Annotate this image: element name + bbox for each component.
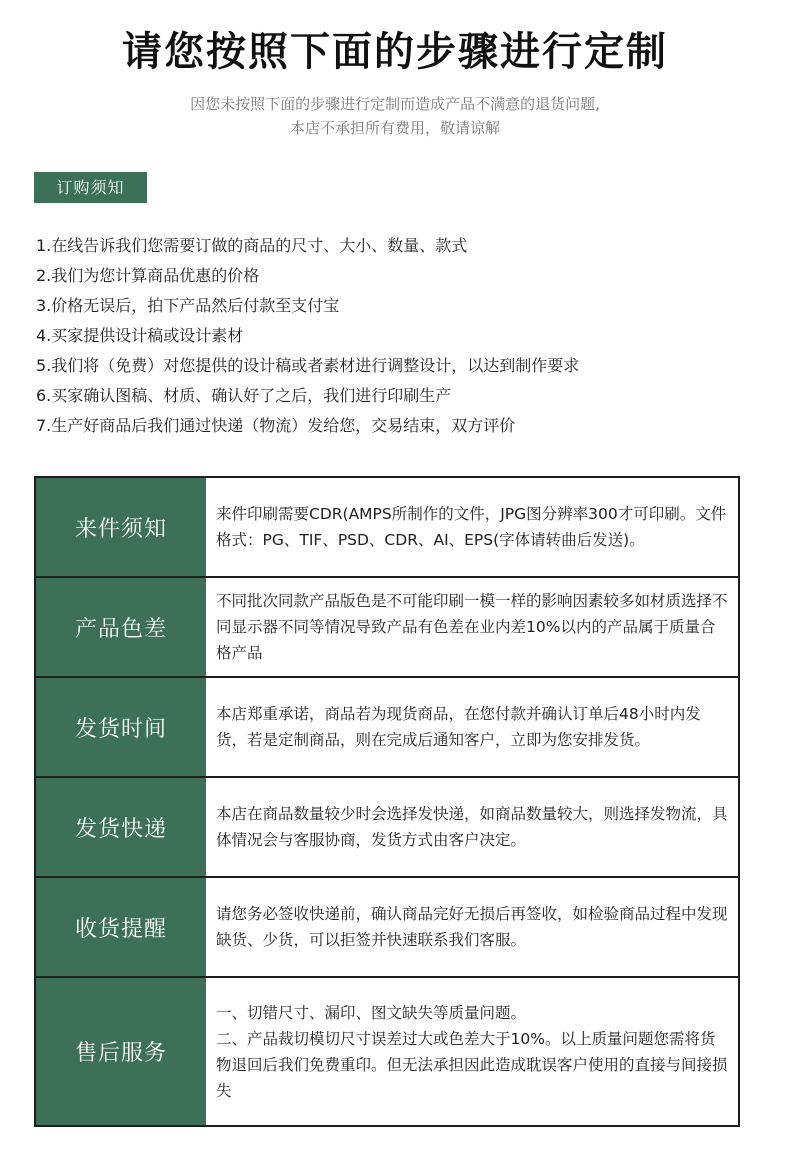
row-text: 本店郑重承诺，商品若为现货商品，在您付款并确认订单后48小时内发货，若是定制商品，则在完成后通知客户，立即为您安排发货。 bbox=[216, 705, 701, 749]
row-text: 请您务必签收快递前，确认商品完好无损后再签收，如检验商品过程中发现缺货、少货，可以拒签并快速联系我们客服。 bbox=[216, 905, 728, 949]
table-row-receipt-reminder bbox=[36, 878, 738, 978]
notice-list bbox=[36, 231, 756, 441]
row-content bbox=[206, 878, 738, 976]
notice-badge: 订购须知 bbox=[34, 172, 147, 203]
info-table bbox=[34, 476, 740, 1127]
row-label: 收货提醒 bbox=[36, 878, 206, 976]
row-text-line-1: 一、切错尺寸、漏印、图文缺失等质量问题。 bbox=[216, 1003, 527, 1022]
table-row-shipping-courier bbox=[36, 778, 738, 878]
table-row-color-difference bbox=[36, 578, 738, 678]
row-content bbox=[206, 978, 738, 1125]
subtitle-line-1: 因您未按照下面的步骤进行定制而造成产品不满意的退货问题, bbox=[190, 95, 600, 113]
row-label: 售后服务 bbox=[36, 978, 206, 1125]
row-content bbox=[206, 478, 738, 576]
row-label: 来件须知 bbox=[36, 478, 206, 576]
notice-item: 4.买家提供设计稿或设计素材 bbox=[36, 326, 244, 345]
row-text: 本店在商品数量较少时会选择发快递，如商品数量较大，则选择发物流，具体情况会与客服协商，发货方式由客户决定。 bbox=[216, 805, 728, 849]
notice-item: 5.我们将（免费）对您提供的设计稿或者素材进行调整设计，以达到制作要求 bbox=[36, 356, 580, 375]
notice-item: 1.在线告诉我们您需要订做的商品的尺寸、大小、数量、款式 bbox=[36, 236, 468, 255]
row-label: 发货时间 bbox=[36, 678, 206, 776]
row-content bbox=[206, 678, 738, 776]
row-content bbox=[206, 778, 738, 876]
page-title: 请您按照下面的步骤进行定制 bbox=[122, 29, 668, 75]
table-row-shipping-time bbox=[36, 678, 738, 778]
table-row-incoming-files bbox=[36, 478, 738, 578]
notice-item: 2.我们为您计算商品优惠的价格 bbox=[36, 266, 260, 285]
row-text: 不同批次同款产品版色是不可能印刷一模一样的影响因素较多如材质选择不同显示器不同等情况导致产品有色差在业内差10%以内的产品属于质量合格产品 bbox=[216, 592, 728, 662]
notice-item: 3.价格无误后，拍下产品然后付款至支付宝 bbox=[36, 296, 340, 315]
row-text: 来件印刷需要CDR(AMPS所制作的文件，JPG图分辨率300才可印刷。文件格式：PG、TIF、PSD、CDR、AI、EPS(字体请转曲后发送)。 bbox=[216, 505, 727, 549]
row-content bbox=[206, 578, 738, 676]
subtitle-line-2: 本店不承担所有费用，敬请谅解 bbox=[289, 119, 500, 137]
row-label: 产品色差 bbox=[36, 578, 206, 676]
table-row-after-sales bbox=[36, 978, 738, 1125]
notice-item: 7.生产好商品后我们通过快递（物流）发给您，交易结束，双方评价 bbox=[36, 416, 516, 435]
notice-item: 6.买家确认图稿、材质、确认好了之后，我们进行印刷生产 bbox=[36, 386, 452, 405]
page-subtitle bbox=[0, 92, 790, 140]
row-text-line-2: 二、产品裁切模切尺寸误差过大或色差大于10%。以上质量问题您需将货物退回后我们免费重印。但无法承担因此造成耽误客户使用的直接与间接损失 bbox=[216, 1029, 728, 1100]
row-label: 发货快递 bbox=[36, 778, 206, 876]
